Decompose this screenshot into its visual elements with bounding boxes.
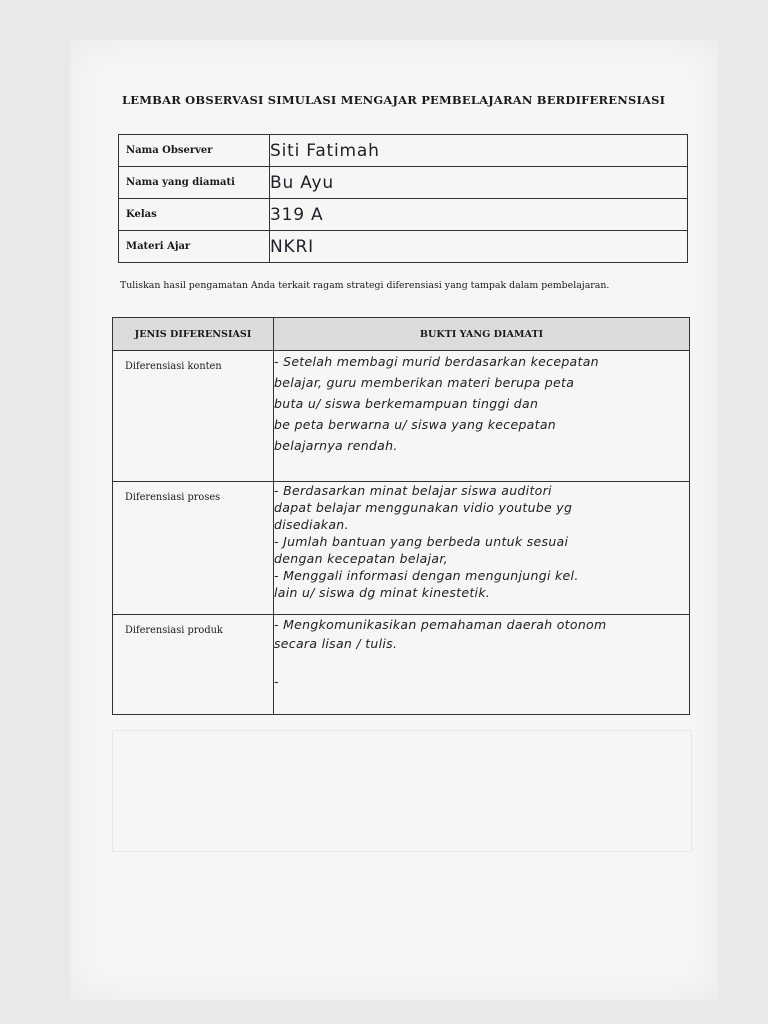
document-title: LEMBAR OBSERVASI SIMULASI MENGAJAR PEMBELAJARAN BERDIFERENSIASI [122,93,666,107]
table-header-row [113,318,690,351]
info-row-material [119,231,688,263]
evidence-line: dapat belajar menggunakan vidio youtube yg [274,500,573,515]
row-label: Diferensiasi proses [113,482,274,615]
evidence-line: - Menggali informasi dengan mengunjungi kel. [274,568,579,583]
observed-name-value: Bu Ayu [270,167,688,199]
table-row-product [113,615,690,715]
evidence-cell [274,351,690,482]
evidence-line: belajarnya rendah. [274,438,398,453]
evidence-line: belajar, guru memberikan materi berupa peta [274,375,575,390]
info-table [118,134,688,263]
observation-table [112,317,690,715]
info-label: Nama Observer [119,135,270,167]
info-row-class [119,199,688,231]
observer-name-value: Siti Fatimah [270,135,688,167]
evidence-line: dengan kecepatan belajar, [274,551,448,566]
evidence-line: - Mengkomunikasikan pemahaman daerah otonom [274,617,607,632]
material-value: NKRI [270,231,688,263]
evidence-line: buta u/ siswa berkemampuan tinggi dan [274,396,539,411]
evidence-line: disediakan. [274,517,349,532]
column-header-evidence: BUKTI YANG DIAMATI [274,318,690,351]
table-row-process [113,482,690,615]
info-label: Nama yang diamati [119,167,270,199]
evidence-line: lain u/ siswa dg minat kinestetik. [274,585,491,600]
row-label: Diferensiasi konten [113,351,274,482]
info-row-observed [119,167,688,199]
info-label: Materi Ajar [119,231,270,263]
class-value: 319 A [270,199,688,231]
info-label: Kelas [119,199,270,231]
evidence-line: secara lisan / tulis. [274,636,398,651]
evidence-line: - Berdasarkan minat belajar siswa auditori [274,483,552,498]
info-row-observer [119,135,688,167]
evidence-line [274,653,689,672]
evidence-line: be peta berwarna u/ siswa yang kecepatan [274,417,557,432]
show-through-shadow [112,730,692,852]
evidence-line: - Jumlah bantuan yang berbeda untuk sesuai [274,534,569,549]
evidence-line: - Setelah membagi murid berdasarkan kecepatan [274,354,599,369]
table-row-content [113,351,690,482]
evidence-cell [274,482,690,615]
evidence-line: - [274,674,279,689]
row-label: Diferensiasi produk [113,615,274,715]
column-header-type: JENIS DIFERENSIASI [113,318,274,351]
instruction-text: Tuliskan hasil pengamatan Anda terkait ragam strategi diferensiasi yang tampak dalam pembelajaran. [120,280,610,291]
evidence-cell [274,615,690,715]
